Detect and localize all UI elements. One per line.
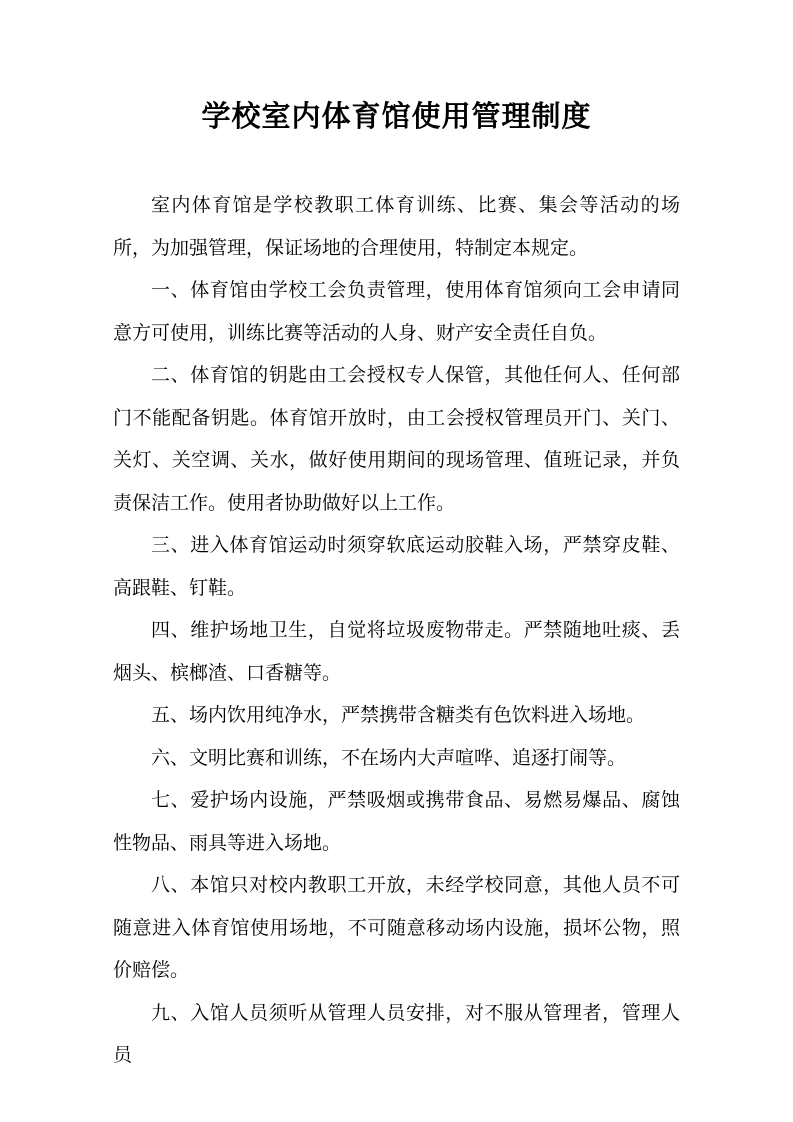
document-body <box>113 185 680 1078</box>
rule-item-6: 六、文明比赛和训练，不在场内大声喧哗、追逐打闹等。 <box>151 747 627 769</box>
rule-item-5: 五、场内饮用纯净水，严禁携带含糖类有色饮料进入场地。 <box>151 705 646 726</box>
document-title: 学校室内体育馆使用管理制度 <box>201 101 592 133</box>
rule-item-1: 一、体育馆由学校工会负责管理，使用体育馆须向工会申请同意方可使用，训练比赛等活动的人身、财产安全责任自负。 <box>113 280 680 344</box>
rule-item-9: 九、入馆人员须听从管理人员安排，对不服从管理者，管理人员 <box>113 1002 680 1066</box>
rule-item-4: 四、维护场地卫生，自觉将垃圾废物带走。严禁随地吐痰、丢烟头、槟榔渣、口香糖等。 <box>113 620 680 684</box>
intro-paragraph: 室内体育馆是学校教职工体育训练、比赛、集会等活动的场所，为加强管理，保证场地的合理使用，特制定本规定。 <box>113 195 680 259</box>
rule-item-2: 二、体育馆的钥匙由工会授权专人保管，其他任何人、任何部门不能配备钥匙。体育馆开放时，由工会授权管理员开门、关门、关灯、关空调、关水，做好使用期间的现场管理、值班记录，并负责保洁工作。使用者协助做好以上工作。 <box>113 365 680 514</box>
rule-item-8: 八、本馆只对校内教职工开放，未经学校同意，其他人员不可随意进入体育馆使用场地，不可随意移动场内设施，损坏公物，照价赔偿。 <box>113 875 680 981</box>
rule-item-7: 七、爱护场内设施，严禁吸烟或携带食品、易燃易爆品、腐蚀性物品、雨具等进入场地。 <box>113 790 680 854</box>
rule-item-3: 三、进入体育馆运动时须穿软底运动胶鞋入场，严禁穿皮鞋、高跟鞋、钉鞋。 <box>113 535 680 599</box>
